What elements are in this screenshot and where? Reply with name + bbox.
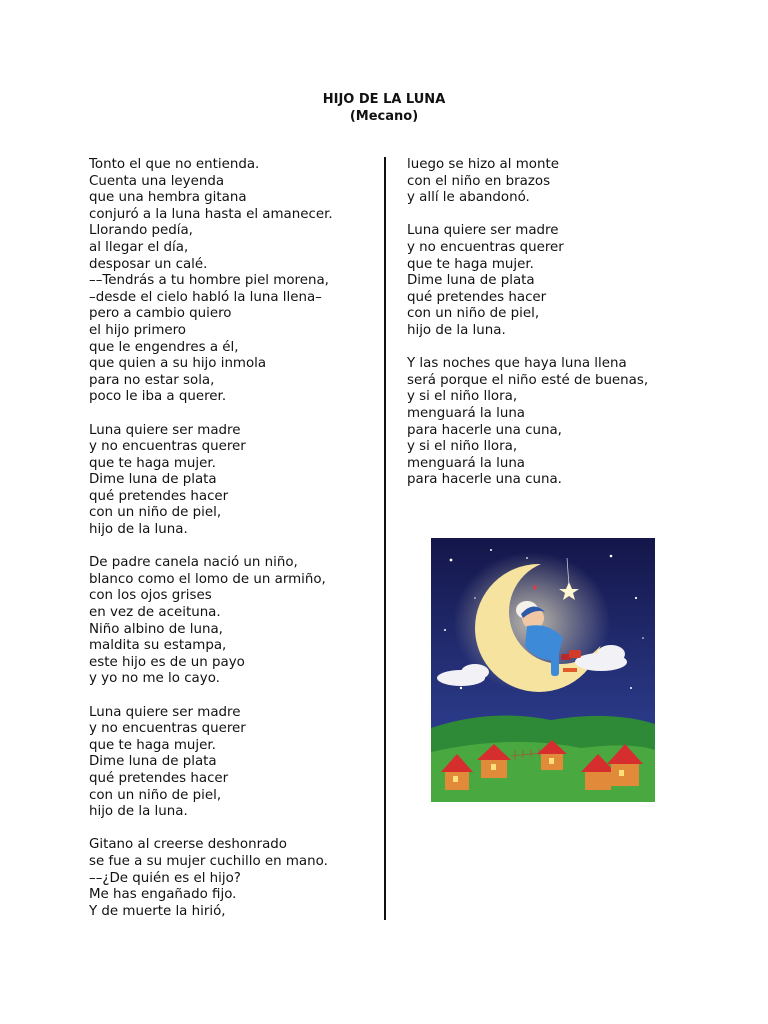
lyric-line: Dime luna de plata [89,754,217,770]
lyric-line: y yo no me lo cayo. [89,671,220,687]
lyric-line: para hacerle una cuna, [407,422,562,438]
lyric-line: que te haga mujer. [89,737,216,753]
lyric-line: que quien a su hijo inmola [89,356,267,372]
lyric-line: para hacerle una cuna. [407,472,562,488]
illustration [431,538,655,802]
stanza [89,555,333,688]
lyric-line: blanco como el lomo de un armiño, [89,571,326,587]
lyric-line: Y las noches que haya luna llena [407,356,627,372]
lyric-line: será porque el niño esté de buenas, [407,372,649,388]
lyric-line: qué pretendes hacer [407,289,547,305]
lyric-line: qué pretendes hacer [89,488,229,504]
stanza [407,157,648,207]
lyric-line: que te haga mujer. [407,256,534,272]
lyric-line: maldita su estampa, [89,638,227,654]
lyric-line: desposar un calé. [89,256,208,272]
song-artist: (Mecano) [349,109,419,124]
lyric-line: hijo de la luna. [89,804,188,820]
lyric-line: Dime luna de plata [407,273,535,289]
lyric-line: que le engendres a él, [89,339,239,355]
lyrics-right-column [407,157,648,505]
column-divider [384,157,386,920]
lyric-line: que te haga mujer. [89,455,216,471]
lyric-line: en vez de aceituna. [89,605,221,621]
lyric-line: Dime luna de plata [89,472,217,488]
stanza [89,157,333,406]
lyric-line: y no encuentras querer [407,239,564,255]
stanza [89,423,333,539]
song-title-block [0,91,768,125]
lyric-line: Gitano al creerse deshonrado [89,837,287,853]
lyric-line: con un niño de piel, [407,306,540,322]
lyric-line: poco le iba a querer. [89,389,227,405]
lyric-line: que una hembra gitana [89,190,247,206]
lyric-line: con un niño de piel, [89,505,222,521]
lyric-line: menguará la luna [407,455,526,471]
lyric-line: hijo de la luna. [407,322,506,338]
lyric-line: pero a cambio quiero [89,306,232,322]
lyric-line: y no encuentras querer [89,439,246,455]
lyric-line: De padre canela nació un niño, [89,555,298,571]
lyric-line: este hijo es de un payo [89,654,245,670]
lyric-line: conjuró a la luna hasta el amanecer. [89,206,333,222]
lyrics-left-column [89,157,333,937]
lyric-line: y allí le abandonó. [407,190,530,206]
stanza [407,356,648,489]
lyric-line: y no encuentras querer [89,721,246,737]
lyric-line: qué pretendes hacer [89,770,229,786]
lyric-line: Luna quiere ser madre [89,422,241,438]
stanza [407,223,648,339]
lyric-line: Cuenta una leyenda [89,173,225,189]
lyric-line: hijo de la luna. [89,522,188,538]
lyric-line: Me has engañado fijo. [89,887,237,903]
lyric-line: con los ojos grises [89,588,212,604]
lyric-line: ––¿De quién es el hijo? [89,870,241,886]
lyric-line: Luna quiere ser madre [407,223,559,239]
lyric-line: Luna quiere ser madre [89,704,241,720]
lyric-line: para no estar sola, [89,372,215,388]
lyric-line: menguará la luna [407,405,526,421]
lyric-line: Y de muerte la hirió, [89,903,226,919]
lyric-line: luego se hizo al monte [407,157,559,172]
lyric-line: –desde el cielo habló la luna llena– [89,289,322,305]
lyric-line: y si el niño llora, [407,389,518,405]
lyric-line: con un niño de piel, [89,787,222,803]
lyric-line: y si el niño llora, [407,439,518,455]
crescent-moon-child-illustration [431,538,655,802]
lyric-line: con el niño en brazos [407,173,551,189]
lyric-line: ––Tendrás a tu hombre piel morena, [89,273,329,289]
lyric-line: se fue a su mujer cuchillo en mano. [89,853,328,869]
stanza [89,705,333,821]
lyric-line: el hijo primero [89,322,187,338]
lyric-line: Llorando pedía, [89,223,193,239]
lyric-line: al llegar el día, [89,239,189,255]
song-title: HIJO DE LA LUNA [322,92,446,107]
lyric-line: Tonto el que no entienda. [89,157,260,172]
stanza [89,837,333,920]
lyric-line: Niño albino de luna, [89,621,223,637]
